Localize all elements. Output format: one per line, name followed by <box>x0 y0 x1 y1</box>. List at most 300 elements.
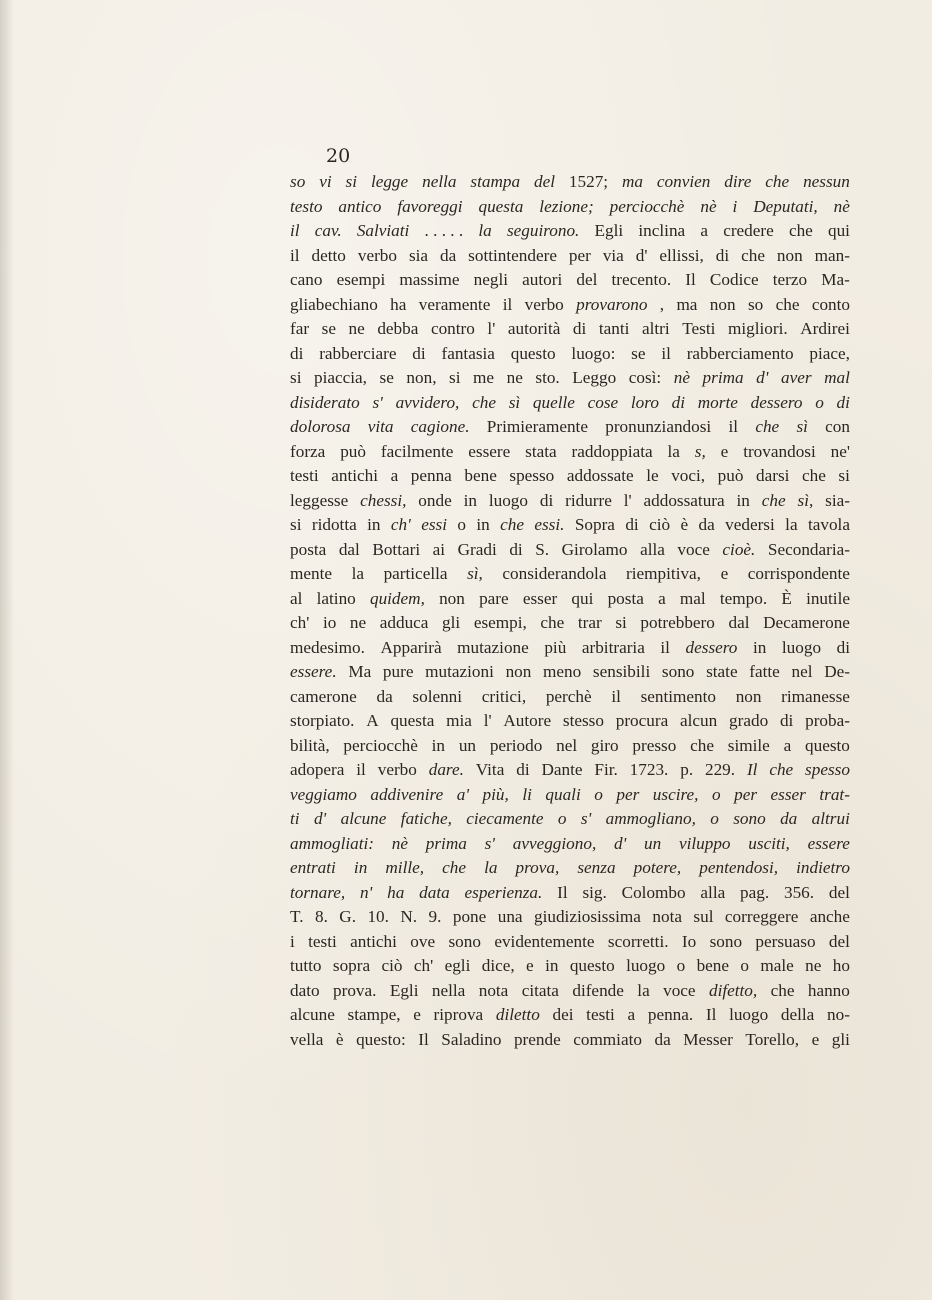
word: la <box>351 564 364 583</box>
word: sono <box>448 931 481 951</box>
word: n' <box>360 882 373 902</box>
word: disiderato <box>290 392 360 412</box>
word: alla <box>700 882 726 902</box>
word: tutto <box>290 956 322 975</box>
word: adduca <box>379 613 429 632</box>
word: S. <box>535 539 550 559</box>
word: in <box>367 515 381 534</box>
word: so <box>290 172 306 191</box>
word: piaccia, <box>314 368 367 387</box>
word: favoreggi <box>397 196 463 216</box>
word: antico <box>338 196 382 216</box>
word: sig. <box>582 882 607 902</box>
text-line <box>290 905 850 930</box>
word: stampe, <box>347 1005 401 1024</box>
word: pare <box>479 588 509 608</box>
word: non <box>776 245 803 265</box>
word: a <box>390 466 399 485</box>
word: piace, <box>809 343 850 363</box>
word: convien <box>656 172 711 191</box>
word: di <box>836 392 850 412</box>
word: pentendosi, <box>699 858 779 877</box>
word: tanti <box>598 319 630 338</box>
word: il <box>290 245 300 265</box>
word: nel <box>791 662 813 681</box>
word: e <box>720 564 729 583</box>
word: questa <box>390 711 435 730</box>
text-line <box>290 709 850 734</box>
word: perciocchè <box>343 735 418 755</box>
word: la <box>637 980 650 1000</box>
word: esempi <box>336 270 386 289</box>
word: a <box>700 221 708 240</box>
word: a <box>627 1005 636 1024</box>
word: Girolamo <box>561 539 628 559</box>
text-line <box>290 415 850 440</box>
word: man- <box>814 245 850 265</box>
word: credere <box>723 221 774 240</box>
word: del <box>533 172 555 191</box>
word: s, <box>694 441 706 461</box>
word: nè <box>833 196 850 216</box>
word: adopera <box>290 760 345 779</box>
text-line <box>290 440 850 465</box>
text-line <box>290 244 850 269</box>
word: autori <box>522 270 563 289</box>
word: o <box>711 784 721 804</box>
word: si <box>449 368 461 387</box>
word: luogo <box>781 637 822 657</box>
word: Il <box>418 1029 429 1049</box>
word: , <box>659 294 665 314</box>
word: o <box>815 392 824 412</box>
word: entrati <box>290 858 336 877</box>
word: meno <box>543 662 582 681</box>
word: del <box>828 931 850 951</box>
word: mutazione <box>457 637 529 657</box>
word: al <box>290 588 303 608</box>
word: sì <box>508 392 521 412</box>
word: l' <box>483 711 492 730</box>
word: persuaso <box>755 931 816 951</box>
word: ne <box>348 319 365 338</box>
word: sul <box>693 907 714 926</box>
text-line <box>290 489 850 514</box>
word: il <box>728 417 739 436</box>
word: veramente <box>418 294 491 314</box>
word: voce <box>663 980 696 1000</box>
word: trar <box>577 613 602 632</box>
word: hanno <box>807 980 850 1000</box>
word: nella <box>422 172 457 191</box>
word: Salviati <box>356 221 410 240</box>
word: particella <box>383 564 448 583</box>
word: gli <box>831 1029 850 1049</box>
word: trat- <box>819 784 850 804</box>
word: ciò <box>649 515 671 534</box>
word: di <box>290 343 304 363</box>
word: testi <box>586 1005 615 1024</box>
word: sono <box>661 662 695 681</box>
word: addossatura <box>643 490 725 510</box>
word: essi. <box>534 515 565 534</box>
word: aver <box>781 368 812 387</box>
word: ridurre <box>565 490 612 510</box>
word: i <box>732 196 738 216</box>
text-line <box>290 685 850 710</box>
word: d' <box>614 833 627 853</box>
word: a' <box>456 784 470 804</box>
word: tempo. <box>719 588 768 608</box>
word: onde <box>418 490 452 510</box>
word: Codice <box>709 270 759 289</box>
word: male <box>760 956 794 975</box>
word: che <box>472 392 496 412</box>
word: il <box>502 294 513 314</box>
word: del <box>828 882 850 902</box>
word: s' <box>484 833 495 853</box>
word: seguirono. <box>506 221 580 240</box>
word: spesso <box>805 760 850 779</box>
word: rimanesse <box>781 686 850 706</box>
word: morte <box>697 392 738 412</box>
word: di <box>539 490 554 510</box>
word: o <box>557 809 567 828</box>
word: in <box>431 735 446 755</box>
word: vella <box>290 1029 324 1049</box>
word: sensibili <box>592 662 651 681</box>
word: di <box>779 711 794 730</box>
word: sottintendere <box>468 245 557 265</box>
word: sì <box>796 417 808 436</box>
word: sentimento <box>640 686 717 706</box>
word: 1527; <box>568 172 609 191</box>
text-line <box>290 587 850 612</box>
word: che <box>775 294 800 314</box>
word: un <box>644 833 662 853</box>
word: addivenire <box>370 784 444 804</box>
page-number: 20 <box>326 145 351 167</box>
word: si <box>838 466 850 485</box>
word: latino <box>316 588 356 608</box>
word: che <box>765 172 790 191</box>
text-line <box>290 391 850 416</box>
word: pag. <box>740 882 770 902</box>
word: essi <box>421 515 447 534</box>
word: se <box>321 319 336 338</box>
word: sono <box>709 931 743 951</box>
word: conto <box>811 294 850 314</box>
word: Primieramente <box>486 417 588 436</box>
word: inclina <box>638 221 686 240</box>
text-line <box>290 1028 850 1053</box>
word: da <box>780 809 798 828</box>
word: leggesse <box>290 490 349 510</box>
word: ma <box>621 172 643 191</box>
word: che <box>770 980 795 1000</box>
word: fantasia <box>441 343 495 363</box>
word: rabberciare <box>319 343 397 363</box>
word: ove <box>410 931 436 951</box>
word: si <box>345 172 358 191</box>
text-line <box>290 930 850 955</box>
word: alcune <box>290 1005 335 1024</box>
word: Il <box>557 882 568 902</box>
word: dessero <box>685 637 738 657</box>
word: esser <box>522 588 558 608</box>
word: della <box>780 1005 815 1024</box>
word: in <box>353 858 368 877</box>
word: periodo <box>489 735 543 755</box>
word: Apparirà <box>380 637 442 657</box>
word: che <box>540 613 565 632</box>
word: prova, <box>515 858 560 877</box>
word: prende <box>513 1029 561 1049</box>
word: esempi, <box>473 613 527 632</box>
word: uscire, <box>652 784 699 804</box>
word: s' <box>580 809 592 828</box>
word: N. <box>400 907 418 926</box>
word: questo <box>510 343 556 363</box>
word: sì, <box>797 490 814 510</box>
word: Saladino <box>441 1029 502 1049</box>
word: A <box>366 711 379 730</box>
word: una <box>497 907 523 926</box>
word: detto <box>311 245 346 265</box>
word: mal <box>824 368 850 387</box>
word: quali <box>545 784 581 804</box>
word: o <box>457 515 466 534</box>
word: quelle <box>532 392 575 412</box>
word: sono <box>733 809 766 828</box>
word: un <box>458 735 477 755</box>
word: si <box>290 368 302 387</box>
word: nota <box>652 907 682 926</box>
word: nè <box>391 833 409 853</box>
word: ho <box>832 956 850 975</box>
word: corrispondente <box>747 564 850 583</box>
word: essere <box>468 441 511 461</box>
word: nella <box>431 980 466 1000</box>
word: Sopra <box>574 515 615 534</box>
word: e <box>811 1029 820 1049</box>
word: diletto <box>495 1005 540 1024</box>
word: fatte <box>749 662 780 681</box>
word: Ma- <box>821 270 850 289</box>
word: testi <box>308 931 337 951</box>
word: viluppo <box>678 833 731 853</box>
word: ch' <box>390 515 411 534</box>
word: gli <box>442 613 461 632</box>
word: ti <box>290 809 300 828</box>
text-line <box>290 219 850 244</box>
word: cano <box>290 270 323 289</box>
word: ammogliano, <box>605 809 696 828</box>
word: procura <box>615 711 669 730</box>
text-line <box>290 807 850 832</box>
word: non <box>735 686 762 706</box>
word: Il <box>746 760 758 779</box>
word: ma <box>676 294 698 314</box>
word: da <box>654 1029 671 1049</box>
word: nessun <box>803 172 850 191</box>
word: arbitraria <box>581 637 645 657</box>
word: la <box>667 441 680 461</box>
word: tornare, <box>290 882 346 902</box>
text-line <box>290 954 850 979</box>
word: dal <box>338 539 360 559</box>
word: qui <box>827 221 850 240</box>
word: perciocchè <box>609 196 685 216</box>
word: che <box>788 221 813 240</box>
text-line <box>290 660 850 685</box>
word: in <box>736 490 750 510</box>
text-line <box>290 832 850 857</box>
word: Autore <box>503 711 552 730</box>
text-line <box>290 170 850 195</box>
text-line <box>290 562 850 587</box>
word: il <box>661 343 671 363</box>
word: che <box>442 858 466 877</box>
word: esperienza. <box>464 882 543 902</box>
word: bene <box>464 466 497 485</box>
word: vita <box>367 417 394 436</box>
word: qui <box>571 588 594 608</box>
text-line <box>290 513 850 538</box>
text-line <box>290 881 850 906</box>
word: alcun <box>680 711 718 730</box>
text-line <box>290 342 850 367</box>
word: È <box>781 588 792 608</box>
word: bilità, <box>290 735 330 755</box>
word: non, <box>406 368 437 387</box>
word: Decamerone <box>763 613 850 632</box>
word: nota <box>478 980 509 1000</box>
word: le <box>646 466 659 485</box>
word: difende <box>572 980 624 1000</box>
word: sto. <box>535 368 560 387</box>
word: Bottari <box>372 539 421 559</box>
word: scorretti. <box>607 931 669 951</box>
word: forza <box>290 441 326 461</box>
text-line <box>290 734 850 759</box>
word: storpiato. <box>290 711 355 730</box>
text-line <box>290 1003 850 1028</box>
word: tavola <box>807 515 850 534</box>
word: commiato <box>573 1029 642 1049</box>
word: giudiziosissima <box>533 907 641 926</box>
word: vedersi <box>725 515 775 534</box>
word: può <box>717 466 744 485</box>
word: loro <box>630 392 659 412</box>
word: autorità <box>507 319 561 338</box>
word: da <box>698 515 715 534</box>
word: posta <box>607 588 644 608</box>
word: avvidero, <box>395 392 460 412</box>
word: facilmente <box>380 441 454 461</box>
word: penna <box>410 466 452 485</box>
word: critici, <box>481 686 527 706</box>
word: alla <box>640 539 665 559</box>
text-line <box>290 317 850 342</box>
word: riprova <box>433 1005 484 1024</box>
word: cioè. <box>722 539 756 559</box>
word: da <box>376 686 393 706</box>
word: più <box>544 637 567 657</box>
word: cose <box>587 392 619 412</box>
word: sia- <box>825 490 850 510</box>
word: dolorosa <box>290 417 351 436</box>
word: 8. <box>314 907 328 926</box>
word: essere <box>807 833 850 853</box>
word: li <box>522 784 532 804</box>
word: d' <box>756 368 769 387</box>
word: di <box>412 343 426 363</box>
word: ch' <box>290 613 310 632</box>
word: luogo <box>488 490 528 510</box>
word: stampa <box>470 172 521 191</box>
word: Ma <box>348 662 372 681</box>
word: 229. <box>704 760 736 779</box>
word: il <box>611 686 621 706</box>
word: è <box>335 1029 344 1049</box>
word: nel <box>556 735 578 755</box>
word: Gradi <box>457 539 497 559</box>
word: prima <box>425 833 467 853</box>
word: me <box>473 368 495 387</box>
word: dice, <box>481 956 515 975</box>
text-line <box>290 856 850 881</box>
word: e <box>413 1005 421 1024</box>
word: proba- <box>805 711 850 730</box>
word: far <box>290 319 310 338</box>
word: se <box>379 368 394 387</box>
word: potere, <box>633 858 682 877</box>
word: 1723. <box>629 760 669 779</box>
word: mal <box>679 588 706 608</box>
word: di <box>715 245 730 265</box>
word: la <box>785 515 798 534</box>
word: sì, <box>467 564 483 583</box>
word: chessi, <box>360 490 407 510</box>
text-line <box>290 538 850 563</box>
word: o <box>676 956 686 975</box>
word: terzo <box>772 270 808 289</box>
word: di <box>836 637 850 657</box>
word: cav. <box>314 221 342 240</box>
word: per <box>734 784 758 804</box>
word: usciti, <box>748 833 790 853</box>
word: ne <box>349 613 367 632</box>
word: è <box>680 515 689 534</box>
word: massime <box>399 270 460 289</box>
word: ne <box>805 956 822 975</box>
word: no- <box>827 1005 850 1024</box>
word: d' <box>635 245 648 265</box>
word: di <box>572 319 587 338</box>
word: che <box>769 760 794 779</box>
word: verbo <box>377 760 417 779</box>
word: ammogliati: <box>290 833 375 853</box>
word: e <box>526 956 534 975</box>
word: nè <box>700 196 717 216</box>
word: legge <box>370 172 409 191</box>
word: cagione. <box>410 417 470 436</box>
text-line <box>290 293 850 318</box>
word: Secondaria- <box>767 539 850 559</box>
word: testo <box>290 196 323 216</box>
word: ne <box>506 368 523 387</box>
